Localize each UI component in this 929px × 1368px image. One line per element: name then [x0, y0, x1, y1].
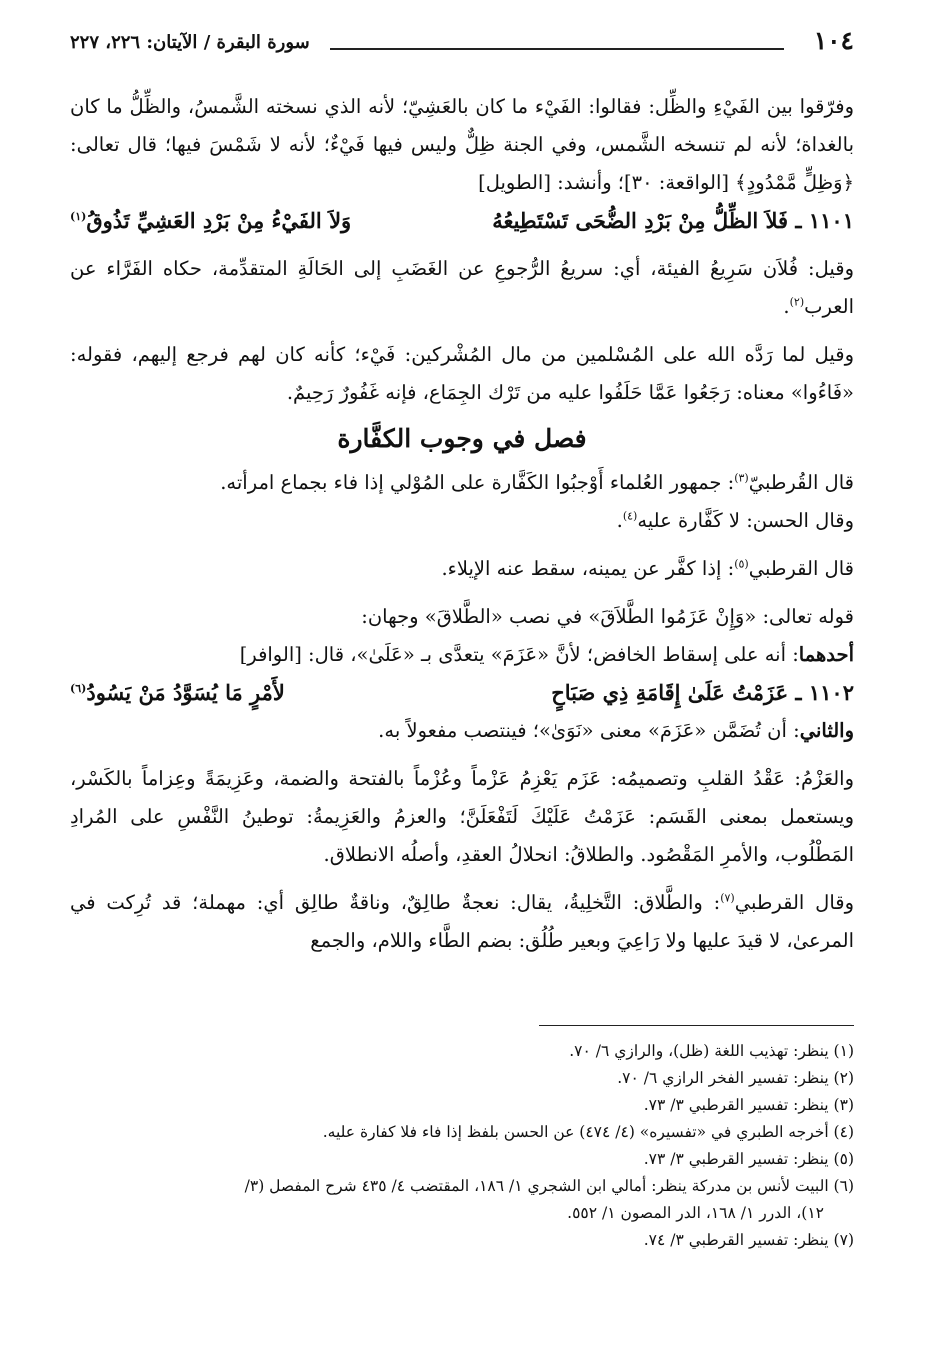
running-title: سورة البقرة / الآيتان: ٢٢٦، ٢٢٧: [70, 32, 310, 53]
verse-number: ١١٠١: [808, 208, 854, 233]
poetry-verse: [70, 674, 854, 712]
footnotes: [70, 1038, 854, 1254]
verse-first-hemistich: ١١٠١ ـ فَلاَ الظِّلُّ مِنْ بَرْدِ الضُّحَى تَسْتَطِيعُهُ: [492, 208, 854, 233]
verse-second-hemistich: لأَمْرٍ مَا يُسَوَّدُ مَنْ يَسُودُ$^{(٦)}$: [70, 680, 285, 705]
paragraph: قال القرطبي$^{(٥)}$: إذا كفَّر عن يمينه، سقط عنه الإيلاء.: [441, 557, 854, 580]
footnote-ref: (٤): [622, 509, 638, 523]
page-number: ١٠٤: [813, 26, 854, 55]
footnote-ref: (٦): [70, 682, 87, 695]
verse-number: ١١٠٢: [808, 680, 854, 705]
footnote-ref: (٥): [734, 557, 749, 571]
paragraph: وفرّقوا بين الفَيْءِ والظِّل: فقالوا: الفَيْء ما كان بالعَشِيّ؛ لأنه الذي نسخته الشَّمسُ، والظِّلُّ ما كان بالغداة؛ لأنه لم تنسخه الشَّمس، وفي الجنة ظِلٌّ وليس فيها فَيْءٌ؛ لأنه لا شَمْسَ فيها؛ قال تعالى: ﴿وَظِلٍّ مَّمْدُودٍ﴾ [الواقعة: ٣٠]؛ وأنشد: [الطويل]: [70, 95, 854, 194]
paragraph: وقيل لما رَدَّه الله على المُسْلمين من مال المُشْركين: فَيْء؛ كأنه كان لهم فرجع إليهم، فقوله: «فَاءُوا» معناه: رَجَعُوا عَمَّا حَلَفُوا عليه من تَرْك الجِمَاع، فإنه غَفُورٌ رَحِيمٌ.: [70, 343, 854, 404]
footnote: (٧) ينظر: تفسير القرطبي ٣/ ٧٤.: [643, 1231, 854, 1249]
footnote: (٤) أخرجه الطبري في «تفسيره» (٤/ ٤٧٤) عن الحسن بلفظ إذا فاء فلا كفارة عليه.: [322, 1123, 854, 1141]
footnote-ref: (٧): [720, 891, 735, 905]
header-rule: [330, 48, 784, 50]
footnote: (٥) ينظر: تفسير القرطبي ٣/ ٧٣.: [643, 1150, 854, 1168]
paragraph: والثاني: أن تُضَمَّن «عَزَمَ» معنى «نَوَىٰ»؛ فينتصب مفعولاً به.: [378, 719, 854, 742]
paragraph: وقال القرطبي$^{(٧)}$: والطَّلاق: التَّخلِيةُ، يقال: نعجةٌ طالِقٌ، وناقةٌ طالِق أي: مهملة؛ قد تُرِكت في المرعىٰ، لا قيدَ عليها ولا رَاعِيَ وبعير طُلُق: بضم الطَّاء واللام، والجمع: [70, 891, 855, 952]
paragraph: قال القُرطبيّ$^{(٣)}$: جمهور العُلماء أَوْجبُوا الكَفَّارة على المُوْلي إذا فاء بجماع امرأته.: [220, 471, 854, 494]
footnote-ref: (٣): [734, 471, 749, 485]
section-heading: فصل في وجوب الكفَّارة: [337, 424, 587, 453]
paragraph: وقال الحسن: لا كَفَّارة عليه$^{(٤)}$.: [616, 509, 854, 532]
point-label: والثاني: [799, 719, 854, 742]
verse-first-hemistich: ١١٠٢ ـ عَزَمْتُ عَلَىٰ إِقَامَةِ ذِي صَبَاحٍ: [551, 680, 854, 705]
paragraph: أحدهما: أنه على إسقاط الخافض؛ لأنَّ «عَزَمَ» يتعدَّى بـ «عَلَىٰ»، قال: [الوافر]: [239, 643, 854, 666]
point-label: أحدهما: [798, 643, 854, 666]
verse-second-hemistich: وَلاَ الفَيْءُ مِنْ بَرْدِ العَشِيِّ تَذُوقُ$^{(١)}$: [70, 208, 352, 233]
footnote-rule: [539, 1025, 854, 1026]
paragraph: قوله تعالى: «وَإِنْ عَزَمُوا الطَّلاَقَ» في نصب «الطَّلاقَ» وجهان:: [361, 605, 854, 628]
paragraph: وقيل: فُلاَن سَرِيعُ الفيئة، أي: سريعُ الرُّجوعِ عن الغَضَبِ إلى الحَالَةِ المتقدِّمة، حكاه الفَرَّاء عن العرب$^{(٢)}$.: [70, 257, 854, 318]
footnote: (٢) ينظر: تفسير الفخر الرازي ٦/ ٧٠.: [617, 1069, 854, 1087]
main-text: [70, 88, 854, 960]
footnote-ref: (٢): [789, 295, 805, 309]
footnote-ref: (١): [70, 210, 87, 223]
footnote: (٦) البيت لأنس بن مدركة ينظر: أمالي ابن الشجري ١/ ١٨٦، المقتضب ٤/ ٤٣٥ شرح المفصل (٣/: [244, 1177, 854, 1195]
footnote: (٣) ينظر: تفسير القرطبي ٣/ ٧٣.: [643, 1096, 854, 1114]
footnote-continuation: ١٢)، الدرر ١/ ١٦٨، الدر المصون ١/ ٥٥٢.: [567, 1204, 824, 1222]
page-header: [70, 22, 854, 62]
paragraph: والعَزْمُ: عَقْدُ القلبِ وتصميمُه: عَزَم يَعْزِمُ عَزْماً وعُزْماً بالفتحة والضمة، وعَزِيمَةً وعِزاماً بالكَسْر، ويستعمل بمعنى القَسَم: عَزَمْتُ عَلَيْكَ لَتَفْعَلَنَّ؛ والعزمُ والعَزِيمةُ: توطينُ النَّفْسِ على المُرادِ المَطْلُوب، والأمرِ المَقْصُود. والطلاقُ: انحلالُ العقدِ، وأصلُه الانطلاق.: [70, 767, 854, 866]
footnote: (١) ينظر: تهذيب اللغة (ظل)، والرازي ٦/ ٧٠.: [569, 1042, 854, 1060]
poetry-verse: [70, 202, 854, 240]
